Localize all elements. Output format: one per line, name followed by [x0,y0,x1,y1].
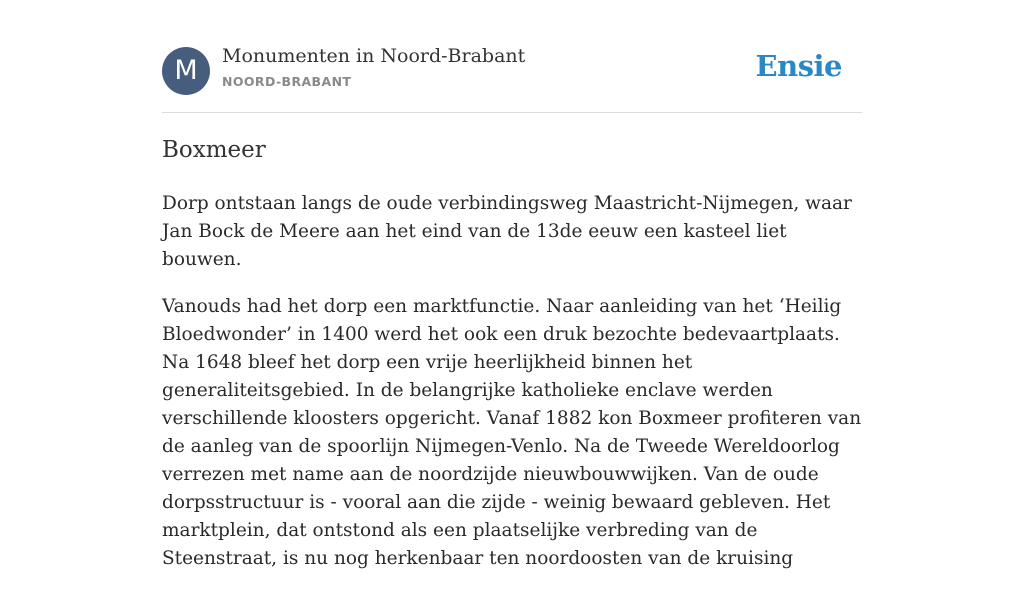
site-title[interactable]: Monumenten in Noord-Brabant [222,45,526,67]
article-paragraph: Vanouds had het dorp een marktfunctie. Naar aanleiding van het ‘Heilig Bloedwonder’ in 1400 werd het ook een druk bezochte bedevaartplaats. Na 1648 bleef het dorp een vrije heerlijkheid binnen het generaliteitsgebied. In de belangrijke katholieke enclave werden verschillende kloosters opgericht. Vanaf 1882 kon Boxmeer profiteren van de aanleg van de spoorlijn Nijmegen-Venlo. Na de Tweede Wereldoorlog verrezen met name aan de noordzijde nieuwbouwwijken. Van de oude dorpsstructuur is - vooral aan die zijde - weinig bewaard gebleven. Het marktplein, dat ontstond als een plaatselijke verbreding van de Steenstraat, is nu nog herkenbaar ten noordoosten van de kruising [162,296,862,569]
site-subtitle[interactable]: NOORD-BRABANT [222,74,352,89]
article-paragraph: Dorp ontstaan langs de oude verbindingsweg Maastricht-Nijmegen, waar Jan Bock de Meere aan het eind van de 13de eeuw een kasteel liet bouwen. [162,193,852,270]
avatar[interactable]: M [162,47,210,95]
page-container [162,0,862,569]
header [162,0,862,113]
article-body [162,190,862,592]
page-title: Boxmeer [162,137,266,163]
brand-logo[interactable]: Ensie [755,49,842,83]
